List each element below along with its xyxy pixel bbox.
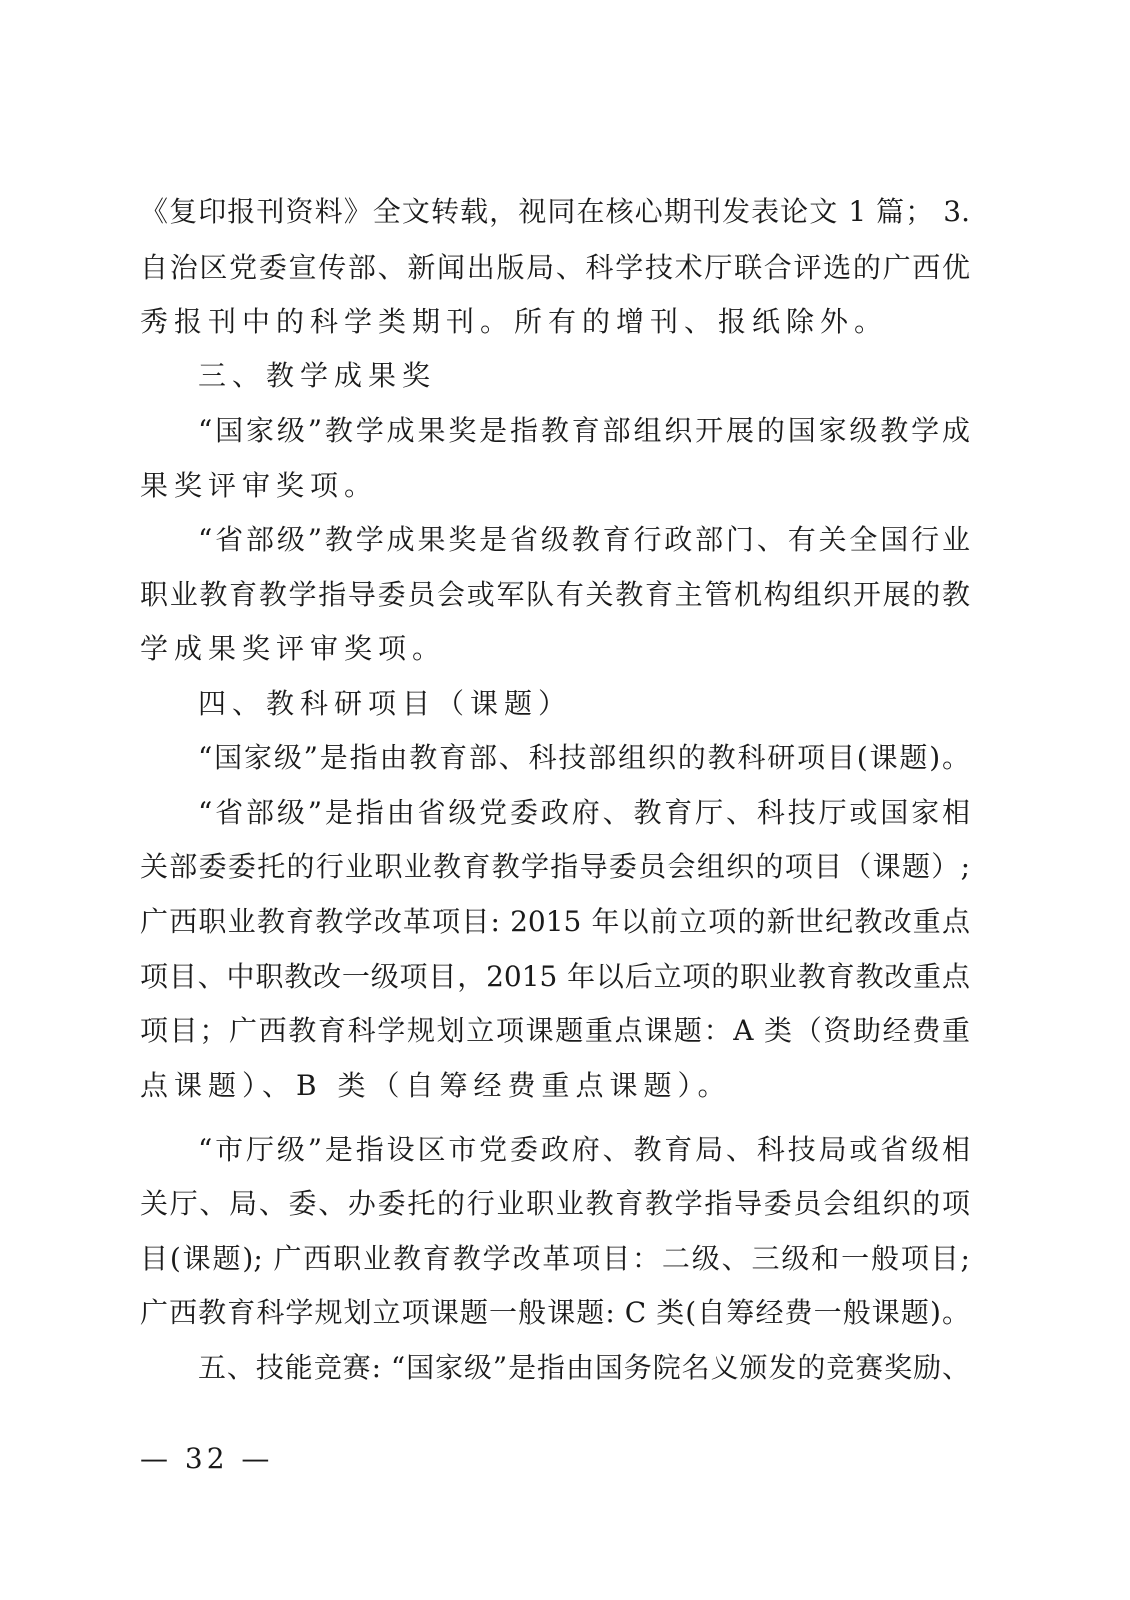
body-text-line: 自治区党委宣传部、新闻出版局、科学技术厅联合评选的广西优 bbox=[140, 251, 970, 284]
body-text-line: “省部级”教学成果奖是省级教育行政部门、有关全国行业 bbox=[198, 523, 970, 556]
body-text-line: 广西职业教育教学改革项目: 2015 年以前立项的新世纪教改重点 bbox=[140, 905, 970, 938]
page-number: — 32 — bbox=[140, 1442, 274, 1475]
body-text-line: 学成果奖评审奖项。 bbox=[140, 632, 447, 665]
body-text-line: 果奖评审奖项。 bbox=[140, 469, 379, 502]
body-text-line: 职业教育教学指导委员会或军队有关教育主管机构组织开展的教 bbox=[140, 578, 970, 611]
body-text-line: 秀报刊中的科学类期刊。所有的增刊、报纸除外。 bbox=[140, 305, 889, 338]
body-text-line: 关部委委托的行业职业教育教学指导委员会组织的项目（课题）; bbox=[140, 850, 970, 883]
section-heading: 五、技能竞赛: “国家级”是指由国务院名义颁发的竞赛奖励、 bbox=[198, 1351, 970, 1384]
body-text-line: 点课题）、B 类（自筹经费重点课题）。 bbox=[140, 1069, 732, 1102]
body-text-line: “市厅级”是指设区市党委政府、教育局、科技局或省级相 bbox=[198, 1133, 970, 1166]
section-heading: 四、教科研项目（课题） bbox=[198, 687, 573, 720]
body-text-line: 关厅、局、委、办委托的行业职业教育教学指导委员会组织的项 bbox=[140, 1187, 970, 1220]
body-text-line: 目(课题); 广西职业教育教学改革项目：二级、三级和一般项目; bbox=[140, 1242, 970, 1275]
body-text-line: 项目；广西教育科学规划立项课题重点课题：A 类（资助经费重 bbox=[140, 1014, 970, 1047]
body-text-line: 《复印报刊资料》全文转载，视同在核心期刊发表论文 1 篇； 3. bbox=[140, 195, 970, 228]
body-text-line: 项目、中职教改一级项目，2015 年以后立项的职业教育教改重点 bbox=[140, 960, 970, 993]
body-text-line: “省部级”是指由省级党委政府、教育厅、科技厅或国家相 bbox=[198, 796, 970, 829]
body-text-line: “国家级”是指由教育部、科技部组织的教科研项目(课题)。 bbox=[198, 741, 970, 774]
body-text-line: “国家级”教学成果奖是指教育部组织开展的国家级教学成 bbox=[198, 414, 970, 447]
section-heading: 三、教学成果奖 bbox=[198, 359, 437, 392]
body-text-line: 广西教育科学规划立项课题一般课题: C 类(自筹经费一般课题)。 bbox=[140, 1296, 970, 1329]
